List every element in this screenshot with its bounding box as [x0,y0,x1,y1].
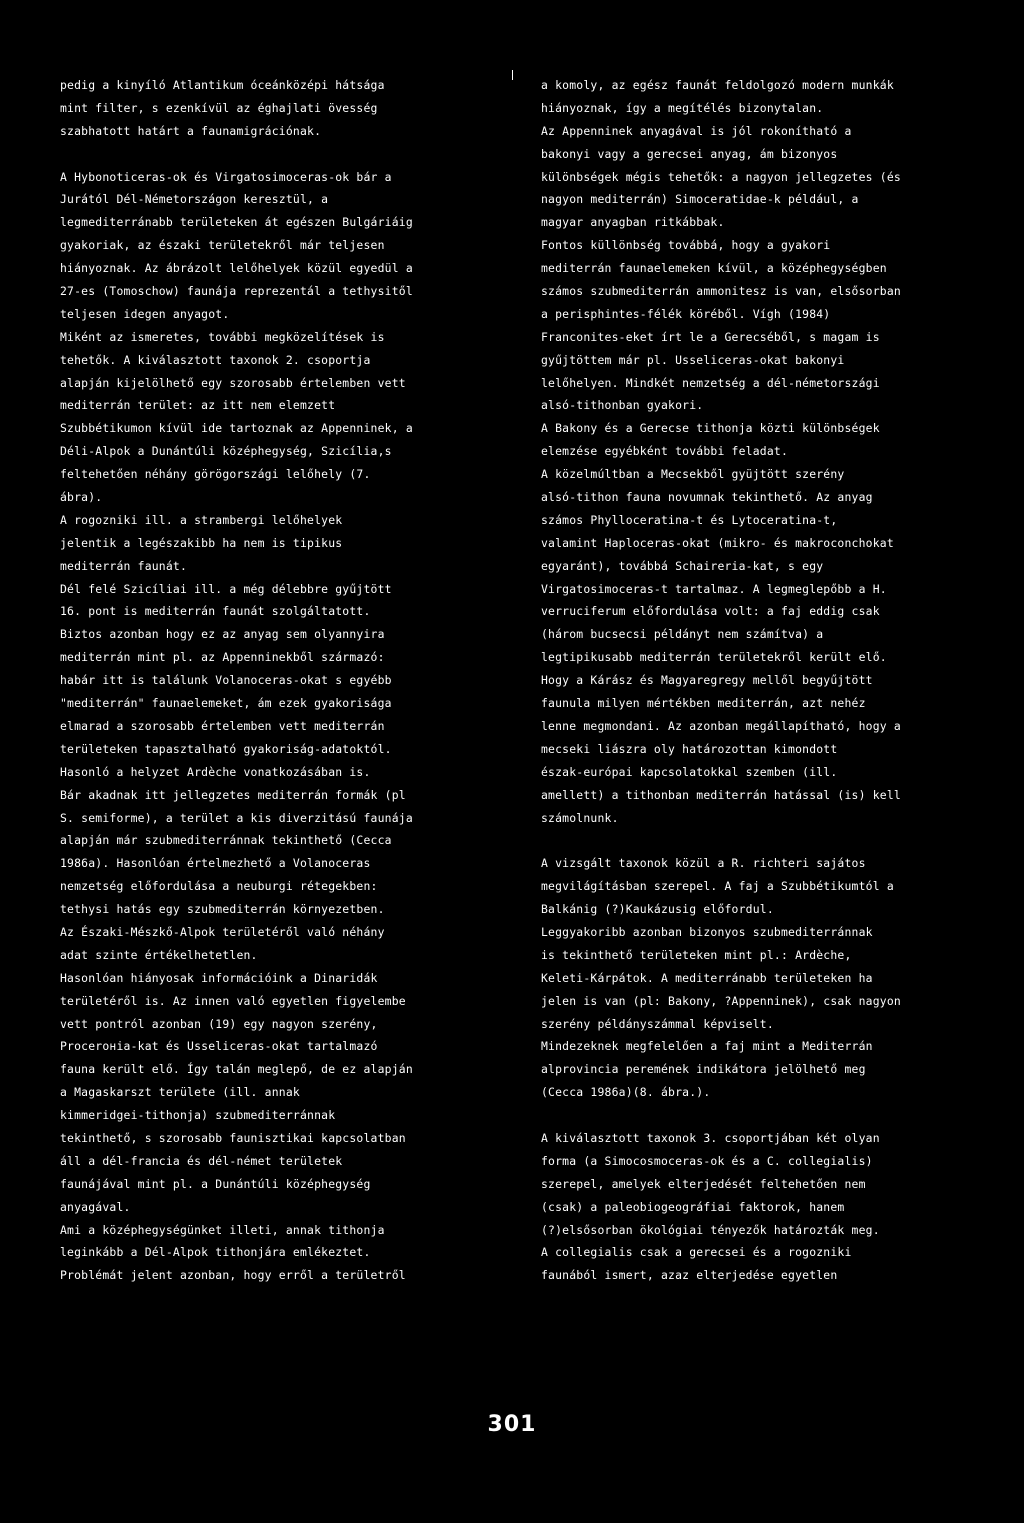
text-line: leginkább a Dél-Alpok tithonjára emlékeztet. [60,1245,371,1260]
text-line: A Hybonoticeras-ok és Virgatosimoceras-ok bár a [60,169,392,184]
text-line: Mindezeknek megfelelően a faj mint a Mediterrán [541,1039,873,1054]
text-line: legmediterránabb területeken át egészen Bulgáriáig [60,215,413,230]
page-number: 301 [487,1412,537,1437]
text-line: "mediterrán" faunaelemeket, ám ezek gyakorisága [60,696,392,711]
text-line: Az Északi-Mészkő-Alpok területéről való néhány [60,924,385,939]
text-line: bakonyi vagy a gerecsei anyag, ám bizonyos [541,146,838,161]
text-line: Keleti-Kárpátok. A mediterránabb területeken ha [541,970,873,985]
right-text-column [541,74,971,1287]
text-line: területéről is. Az innen való egyetlen figyelembe [60,993,406,1008]
text-line: szabhatott határt a faunamigrációnak. [60,123,322,138]
text-line: Dél felé Szicíliai ill. a még délebbre gyűjtött [60,581,392,596]
text-line: Jurától Dél-Németországon keresztül, a [60,192,329,207]
text-line: A vizsgált taxonok közül a R. richteri sajátos [541,856,866,871]
text-line: jelen is van (pl: Bakony, ?Appenninek), csak nagyon [541,993,901,1008]
text-line: területeken tapasztalható gyakoriság-adatoktól. [60,741,392,756]
text-line: Hasonlóan hiányosak információink a Dinaridák [60,970,378,985]
text-line: Balkánig (?)Kaukázusig előfordul. [541,902,774,917]
text-line: Déli-Alpok a Dunántúli középhegység, Szicília,s [60,444,392,459]
text-line: tekinthető, s szorosabb faunisztikai kapcsolatban [60,1130,406,1145]
text-line: vett pontról azonban (19) egy nagyon szerény, [60,1016,378,1031]
text-line: magyar anyagban ritkábbak. [541,215,725,230]
text-line: Biztos azonban hogy ez az anyag sem olyannyira [60,627,385,642]
text-line: Szubbétikumon kívül ide tartoznak az Appenninek, a [60,421,413,436]
text-line: anyagával. [60,1199,131,1214]
text-line: alsó-tithon fauna novumnak tekinthető. Az anyag [541,490,873,505]
text-line: hiányoznak. Az ábrázolt lelőhelyek közül egyedül a [60,261,413,276]
text-line: (három bucsecsi példányt nem számítva) a [541,627,824,642]
text-line: fauna került elő. Így talán meglepő, de ez alapján [60,1062,413,1077]
text-line: a komoly, az egész faunát feldolgozó modern munkák [541,78,894,92]
text-line: faunula milyen mértékben mediterrán, azt nehéz [541,696,866,711]
text-line: kimmeridgei-tithonja) szubmediterránnak [60,1108,336,1123]
text-line: mediterrán terület: az itt nem elemzett [60,398,336,413]
text-line: Ami a középhegységünket illeti, annak tithonja [60,1222,385,1237]
text-line: feltehetően néhány görögországi lelőhely (7. [60,467,371,482]
text-line: alapján már szubmediterránnak tekinthető (Cecca [60,833,392,848]
text-line: 27-es (Tomoschow) faunája reprezentál a tethysitől [60,284,413,299]
text-line: Fontos küllönbség továbbá, hogy a gyakori [541,238,831,253]
text-line: Problémát jelent azonban, hogy erről a területről [60,1268,406,1283]
text-line: legtipikusabb mediterrán területekről került elő. [541,650,887,665]
text-line: számos Phylloceratina-t és Lytoceratina-t, [541,512,838,527]
text-line: alapján kijelölhető egy szorosabb értelemben vett [60,375,406,390]
text-line: számolnunk. [541,810,619,825]
left-text-column [60,74,485,1287]
text-line: amellett) a tithonban mediterrán hatással (is) kell [541,787,901,802]
text-line: nagyon mediterrán) Simoceratidae-k például, a [541,192,859,207]
text-line: Leggyakoribb azonban bizonyos szubmediterránnak [541,924,873,939]
text-line: A collegialis csak a gerecsei és a rogozniki [541,1245,852,1260]
text-line: Procerонia-kat és Usseliceras-okat tartalmazó [60,1039,378,1054]
text-line: Franconites-eket írt le a Gerecséből, s magam is [541,329,880,344]
text-line: gyűjtöttem már pl. Usseliceras-okat bakonyi [541,352,845,367]
text-line: elemzése egyébként további feladat. [541,444,789,459]
text-line: Az Appenninek anyagával is jól rokonítható a [541,123,852,138]
text-line: alsó-tithonban gyakori. [541,398,704,413]
text-line: alprovincia peremének indikátora jelölhető meg [541,1062,866,1077]
text-line: lelőhelyen. Mindkét nemzetség a dél-németországi [541,375,880,390]
text-line: is tekinthető területeken mint pl.: Ardèche, [541,947,852,962]
text-line: szerepel, amelyek elterjedését feltehetően nem [541,1176,866,1191]
text-line: egyaránt), továbbá Schaireria-kat, s egy [541,558,824,573]
text-line: 1986a). Hasonlóan értelmezhető a Volanoceras [60,856,371,871]
text-line: hiányoznak, így a megítélés bizonytalan. [541,100,824,115]
text-line: adat szinte értékelhetetlen. [60,947,258,962]
text-line: verruciferum előfordulása volt: a faj eddig csak [541,604,880,619]
text-line: mint filter, s ezenkívül az éghajlati övesség [60,100,378,115]
text-line: pedig a kinyíló Atlantikum óceánközépi hátsága [60,78,385,92]
text-line: A rogozniki ill. a strambergi lelőhelyek [60,512,343,527]
text-line: a Magaskarszt területe (ill. annak [60,1085,300,1100]
text-line: teljesen idegen anyagot. [60,306,230,321]
text-line: elmarad a szorosabb értelemben vett mediterrán [60,718,385,733]
text-line: számos szubmediterrán ammonitesz is van, elsősorban [541,284,901,299]
text-line: habár itt is találunk Volanoceras-okat s egyébb [60,673,392,688]
text-line: forma (a Simocosmoceras-ok és a C. collegialis) [541,1153,873,1168]
text-line: 16. pont is mediterrán faunát szolgáltatott. [60,604,371,619]
text-line: faunából ismert, azaz elterjedése egyetlen [541,1268,838,1283]
text-line: Virgatosimoceras-t tartalmaz. A legmeglepőbb a H. [541,581,887,596]
text-line: ábra). [60,490,103,505]
text-line: valamint Haploceras-okat (mikro- és makroconchokat [541,535,894,550]
text-line: nemzetség előfordulása a neuburgi rétegekben: [60,879,378,894]
text-line: Hasonló a helyzet Ardèche vonatkozásában is. [60,764,371,779]
text-line: észak-európai kapcsolatokkal szemben (ill. [541,764,838,779]
text-line: mecseki liászra oly határozottan kimondott [541,741,838,756]
text-line: mediterrán faunaelemeken kívül, a középhegységben [541,261,887,276]
text-line: (?)elsősorban ökológiai tényezők határozták meg. [541,1222,880,1237]
text-line: A Bakony és a Gerecse tithonja közti különbségek [541,421,880,436]
column-divider-mark [512,70,513,80]
text-line: (Cecca 1986a)(8. ábra.). [541,1085,711,1100]
text-line: jelentik a legészakibb ha nem is tipikus [60,535,343,550]
text-line: áll a dél-francia és dél-német területek [60,1153,343,1168]
text-line: A kiválasztott taxonok 3. csoportjában két olyan [541,1130,880,1145]
text-line: mediterrán faunát. [60,558,188,573]
text-line [541,829,971,852]
text-line: Hogy a Kárász és Magyaregregy mellől begyűjtött [541,673,873,688]
text-line: tehetők. A kiválasztott taxonok 2. csoportja [60,352,371,367]
text-line: szerény példányszámmal képviselt. [541,1016,774,1031]
text-line: Bár akadnak itt jellegzetes mediterrán formák (pl [60,787,406,802]
text-line: tethysi hatás egy szubmediterrán környezetben. [60,902,385,917]
text-line: A közelmúltban a Mecsekből gyüjtött szerény [541,467,845,482]
text-line [60,143,485,166]
text-line: megvilágításban szerepel. A faj a Szubbétikumtól a [541,879,894,894]
text-line [541,1104,971,1127]
text-line: különbségek mégis tehetők: a nagyon jellegzetes (és [541,169,901,184]
text-line: (csak) a paleobiogeográfiai faktorok, hanem [541,1199,845,1214]
text-line: mediterrán mint pl. az Appenninekből származó: [60,650,385,665]
text-line: lenne megmondani. Az azonban megállapítható, hogy a [541,718,901,733]
text-line: Miként az ismeretes, további megközelítések is [60,329,385,344]
text-line: S. semiforme), a terület a kis diverzitású faunája [60,810,413,825]
text-line: faunájával mint pl. a Dunántúli középhegység [60,1176,371,1191]
text-line: a perisphintes-félék köréből. Vígh (1984) [541,306,831,321]
text-line: gyakoriak, az északi területekről már teljesen [60,238,385,253]
